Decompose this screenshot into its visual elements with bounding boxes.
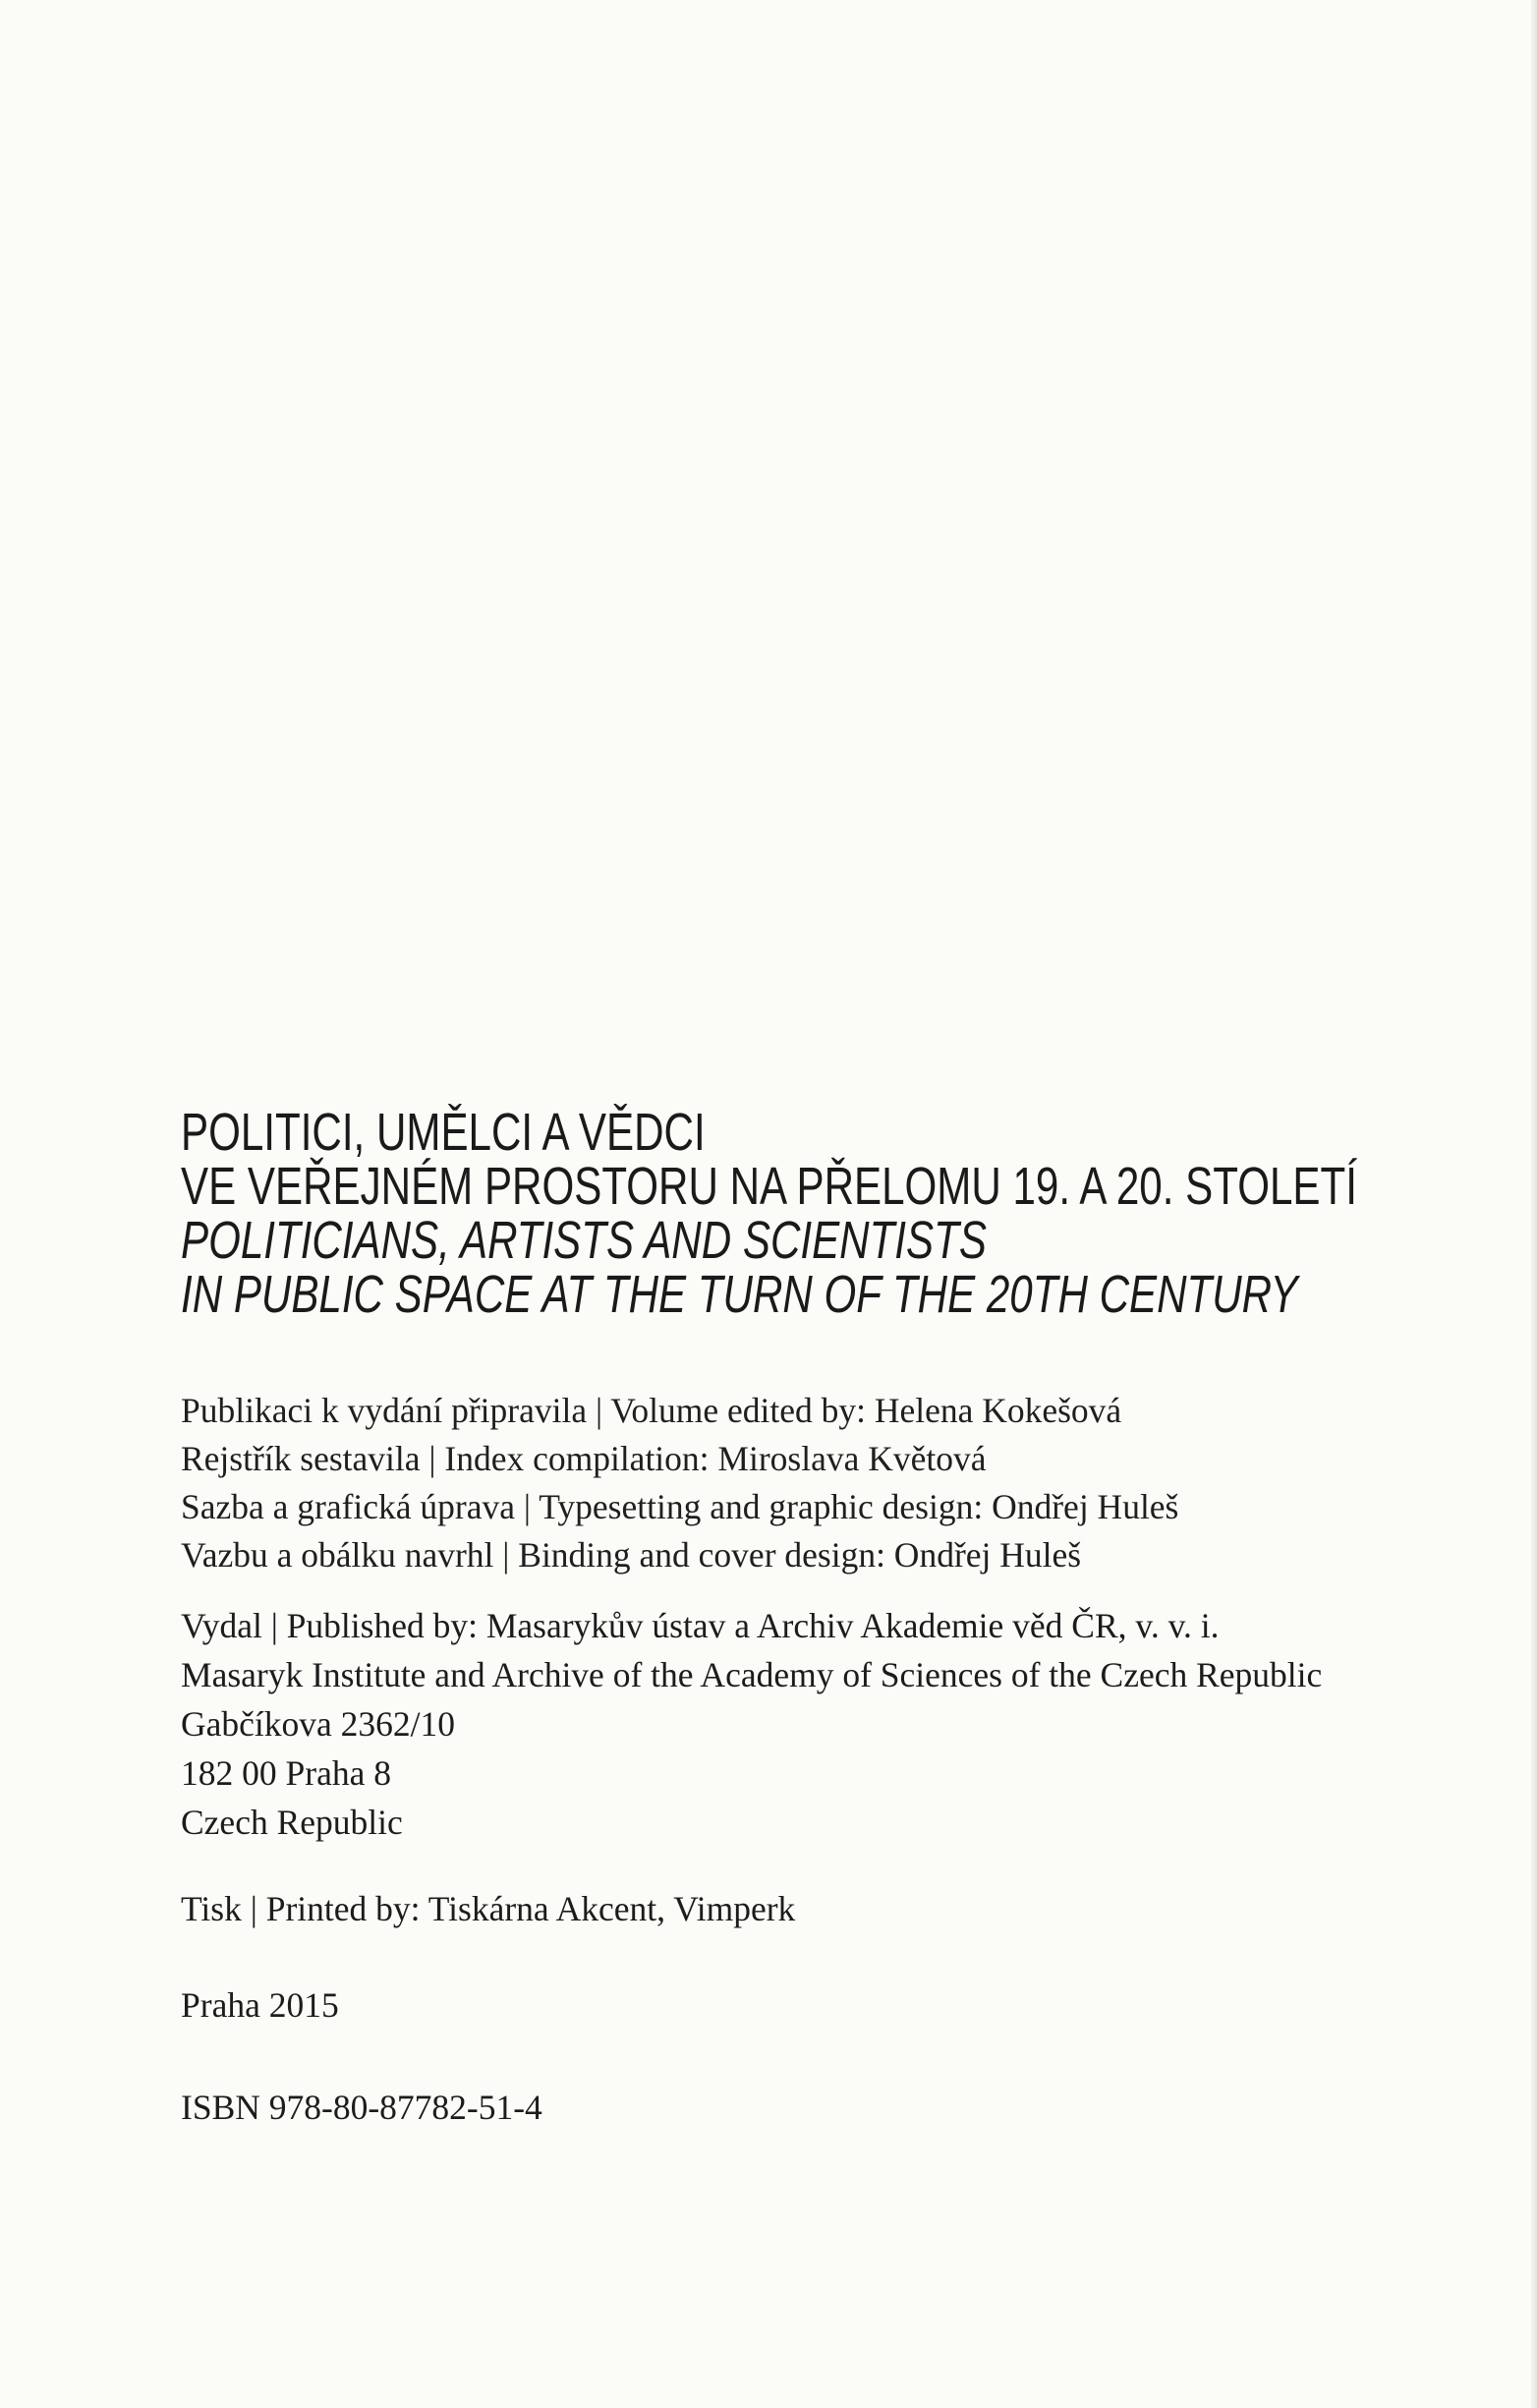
credit-index: Rejstřík sestavila | Index compilation: Miroslava Květová <box>181 1439 987 1478</box>
title-czech-line-2: VE VEŘEJNÉM PROSTORU NA PŘELOMU 19. A 20. STOLETÍ <box>181 1157 1357 1216</box>
page-edge <box>1531 0 1537 2408</box>
publisher-country: Czech Republic <box>181 1803 403 1842</box>
book-title <box>181 1103 1484 1324</box>
credit-typesetting: Sazba a grafická úprava | Typesetting and graphic design: Ondřej Huleš <box>181 1487 1179 1526</box>
place-year: Praha 2015 <box>181 1985 339 2025</box>
printer-info: Tisk | Printed by: Tiskárna Akcent, Vimperk <box>181 1889 796 1928</box>
publisher-city: 182 00 Praha 8 <box>181 1753 391 1793</box>
credits-list <box>181 1387 1458 1579</box>
title-czech-line-1: POLITICI, UMĚLCI A VĚDCI <box>181 1103 706 1162</box>
publisher-info <box>181 1601 1458 1847</box>
credit-editor: Publikaci k vydání připravila | Volume edited by: Helena Kokešová <box>181 1391 1122 1430</box>
publisher-street: Gabčíkova 2362/10 <box>181 1704 456 1744</box>
colophon <box>181 1103 1458 2132</box>
title-english-line-2: IN PUBLIC SPACE AT THE TURN OF THE 20TH CENTURY <box>181 1265 1298 1324</box>
credit-binding: Vazbu a obálku navrhl | Binding and cover design: Ondřej Huleš <box>181 1535 1082 1575</box>
isbn: ISBN 978-80-87782-51-4 <box>181 2088 542 2127</box>
publisher-czech: Vydal | Published by: Masarykův ústav a Archiv Akademie věd ČR, v. v. i. <box>181 1606 1220 1645</box>
title-english-line-1: POLITICIANS, ARTISTS AND SCIENTISTS <box>181 1211 987 1270</box>
publisher-english: Masaryk Institute and Archive of the Academy of Sciences of the Czech Republic <box>181 1655 1323 1694</box>
